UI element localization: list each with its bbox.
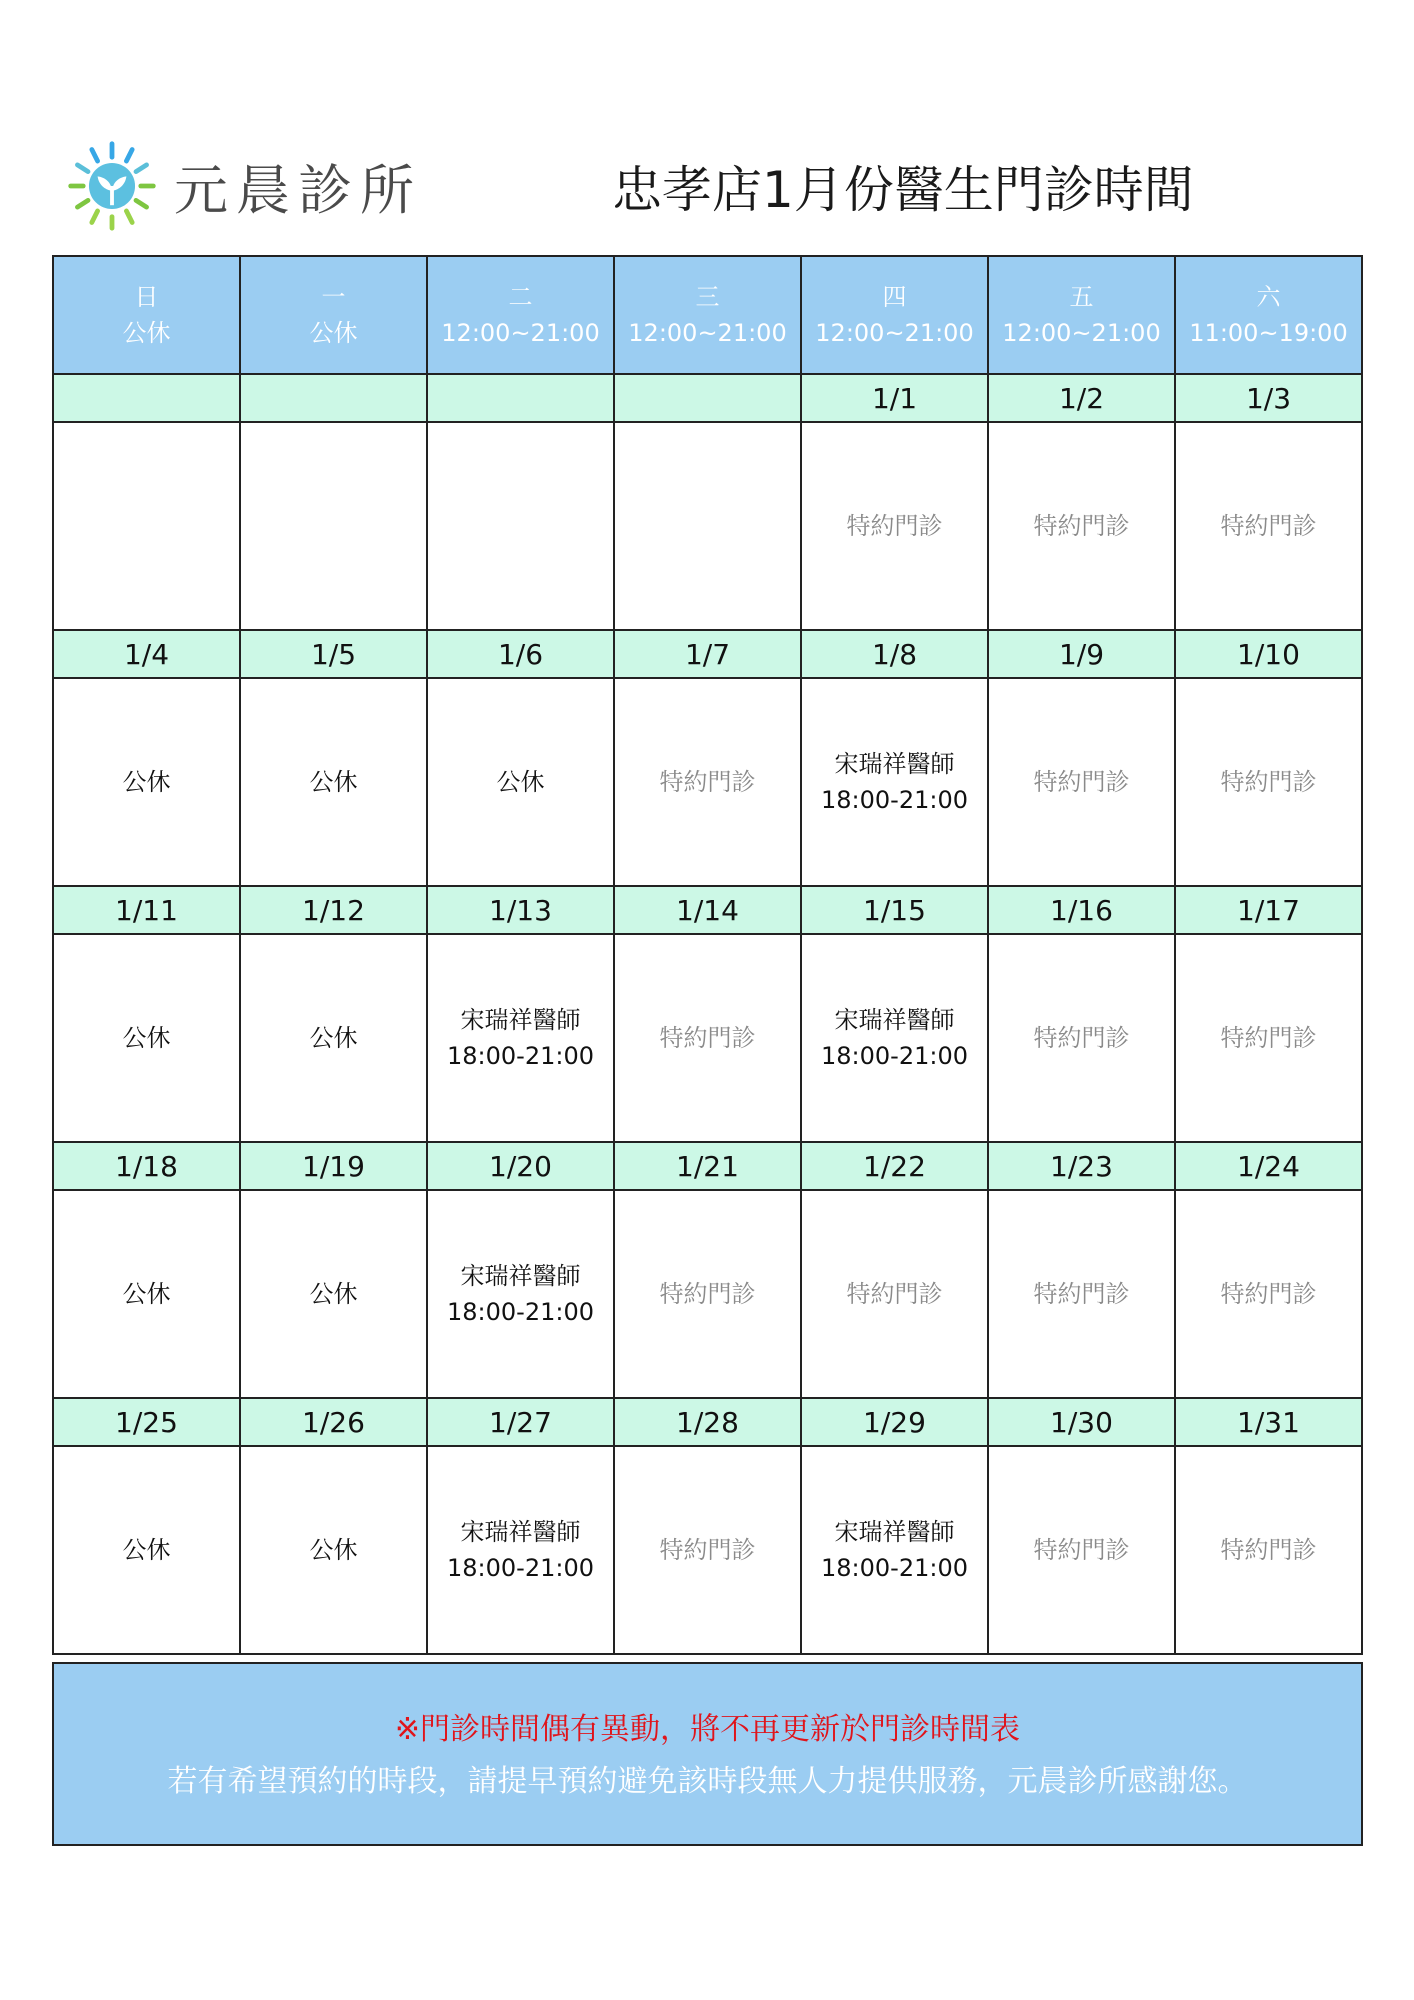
schedule-cell	[614, 678, 801, 886]
sun-sprout-icon	[64, 138, 160, 234]
footer-notice-box	[52, 1662, 1363, 1846]
date-cell: 1/18	[53, 1142, 240, 1190]
schedule-cell	[801, 678, 988, 886]
schedule-cell	[988, 934, 1175, 1142]
clinic-logo	[64, 134, 422, 238]
schedule-cell	[53, 1446, 240, 1654]
schedule-entry: 公休	[309, 768, 358, 796]
weekday-header-cell	[53, 256, 240, 374]
schedule-entry: 宋瑞祥醫師	[834, 750, 955, 778]
schedule-entry: 公休	[309, 1024, 358, 1052]
date-cell: 1/23	[988, 1142, 1175, 1190]
clinic-name: 元晨診所	[174, 158, 422, 222]
date-row	[53, 374, 1362, 422]
schedule-entry: 特約門診	[1033, 1280, 1130, 1308]
weekday-hours: 12:00~21:00	[441, 319, 600, 347]
schedule-entry: 特約門診	[659, 1024, 756, 1052]
schedule-cell	[1175, 1446, 1362, 1654]
date-cell: 1/1	[801, 374, 988, 422]
schedule-entry: 宋瑞祥醫師	[834, 1518, 955, 1546]
schedule-cell	[53, 934, 240, 1142]
schedule-cell	[53, 422, 240, 630]
schedule-body	[53, 374, 1362, 1654]
date-cell: 1/13	[427, 886, 614, 934]
schedule-cell	[988, 1190, 1175, 1398]
date-cell: 1/27	[427, 1398, 614, 1446]
schedule-cell	[427, 1190, 614, 1398]
date-cell: 1/28	[614, 1398, 801, 1446]
date-cell: 1/9	[988, 630, 1175, 678]
schedule-cell	[614, 422, 801, 630]
date-cell	[427, 374, 614, 422]
schedule-table	[52, 255, 1363, 1655]
schedule-time: 18:00-21:00	[447, 1554, 594, 1582]
schedule-time: 18:00-21:00	[821, 786, 968, 814]
date-cell: 1/8	[801, 630, 988, 678]
schedule-entry: 特約門診	[659, 1280, 756, 1308]
weekday-name: 五	[1069, 283, 1094, 311]
schedule-cell	[240, 934, 427, 1142]
date-row	[53, 1398, 1362, 1446]
schedule-cell	[53, 1190, 240, 1398]
date-cell: 1/31	[1175, 1398, 1362, 1446]
schedule-entry: 宋瑞祥醫師	[460, 1006, 581, 1034]
schedule-entry: 公休	[122, 768, 171, 796]
weekday-name: 六	[1256, 283, 1281, 311]
schedule-cell	[1175, 678, 1362, 886]
date-cell: 1/29	[801, 1398, 988, 1446]
schedule-entry: 特約門診	[659, 1536, 756, 1564]
schedule-time: 18:00-21:00	[447, 1042, 594, 1070]
schedule-cell	[427, 1446, 614, 1654]
date-cell: 1/30	[988, 1398, 1175, 1446]
schedule-row	[53, 934, 1362, 1142]
schedule-cell	[240, 678, 427, 886]
date-cell	[614, 374, 801, 422]
weekday-header-row	[53, 256, 1362, 374]
schedule-cell	[240, 1190, 427, 1398]
schedule-time: 18:00-21:00	[447, 1298, 594, 1326]
weekday-name: 四	[882, 283, 907, 311]
weekday-hours: 公休	[122, 319, 171, 347]
date-cell: 1/25	[53, 1398, 240, 1446]
date-cell: 1/26	[240, 1398, 427, 1446]
schedule-entry: 公休	[122, 1536, 171, 1564]
schedule-cell	[614, 1446, 801, 1654]
weekday-hours: 12:00~21:00	[1002, 319, 1161, 347]
schedule-row	[53, 1446, 1362, 1654]
schedule-entry: 宋瑞祥醫師	[834, 1006, 955, 1034]
schedule-cell	[801, 934, 988, 1142]
schedule-cell	[988, 422, 1175, 630]
weekday-name: 三	[695, 283, 720, 311]
weekday-hours: 公休	[309, 319, 358, 347]
page-title: 忠孝店1月份醫生門診時間	[612, 161, 1194, 219]
date-cell: 1/12	[240, 886, 427, 934]
date-row	[53, 1142, 1362, 1190]
weekday-hours: 12:00~21:00	[628, 319, 787, 347]
date-cell: 1/24	[1175, 1142, 1362, 1190]
schedule-cell	[1175, 934, 1362, 1142]
schedule-time: 18:00-21:00	[821, 1554, 968, 1582]
weekday-name: 二	[508, 283, 533, 311]
schedule-entry: 公休	[309, 1280, 358, 1308]
date-cell: 1/5	[240, 630, 427, 678]
date-cell: 1/16	[988, 886, 1175, 934]
schedule-cell	[614, 1190, 801, 1398]
schedule-entry: 公休	[122, 1280, 171, 1308]
date-cell: 1/4	[53, 630, 240, 678]
schedule-entry: 特約門診	[1220, 1024, 1317, 1052]
schedule-cell	[988, 678, 1175, 886]
change-notice: ※門診時間偶有異動，將不再更新於門診時間表	[394, 1712, 1021, 1747]
schedule-entry: 公休	[309, 1536, 358, 1564]
schedule-cell	[801, 422, 988, 630]
date-cell: 1/19	[240, 1142, 427, 1190]
weekday-header-cell	[240, 256, 427, 374]
date-cell: 1/14	[614, 886, 801, 934]
date-cell	[53, 374, 240, 422]
schedule-entry: 公休	[122, 1024, 171, 1052]
date-cell: 1/20	[427, 1142, 614, 1190]
schedule-entry: 特約門診	[846, 1280, 943, 1308]
schedule-cell	[427, 422, 614, 630]
date-cell: 1/15	[801, 886, 988, 934]
schedule-entry: 特約門診	[1220, 1536, 1317, 1564]
schedule-cell	[53, 678, 240, 886]
weekday-name: 一	[321, 283, 346, 311]
weekday-header-cell	[988, 256, 1175, 374]
schedule-row	[53, 422, 1362, 630]
schedule-time: 18:00-21:00	[821, 1042, 968, 1070]
schedule-entry: 特約門診	[659, 768, 756, 796]
schedule-entry: 宋瑞祥醫師	[460, 1518, 581, 1546]
date-cell: 1/7	[614, 630, 801, 678]
date-cell: 1/11	[53, 886, 240, 934]
schedule-entry: 特約門診	[846, 512, 943, 540]
schedule-cell	[614, 934, 801, 1142]
schedule-entry: 特約門診	[1033, 512, 1130, 540]
date-row	[53, 886, 1362, 934]
schedule-cell	[1175, 422, 1362, 630]
schedule-cell	[427, 934, 614, 1142]
schedule-cell	[240, 422, 427, 630]
schedule-cell	[240, 1446, 427, 1654]
weekday-header-cell	[614, 256, 801, 374]
date-cell: 1/22	[801, 1142, 988, 1190]
weekday-hours: 12:00~21:00	[815, 319, 974, 347]
weekday-hours: 11:00~19:00	[1189, 319, 1348, 347]
schedule-entry: 特約門診	[1220, 768, 1317, 796]
schedule-row	[53, 1190, 1362, 1398]
schedule-entry: 特約門診	[1033, 1536, 1130, 1564]
weekday-header-cell	[1175, 256, 1362, 374]
date-cell: 1/6	[427, 630, 614, 678]
date-cell	[240, 374, 427, 422]
schedule-cell	[1175, 1190, 1362, 1398]
schedule-entry: 特約門診	[1220, 1280, 1317, 1308]
date-cell: 1/10	[1175, 630, 1362, 678]
date-row	[53, 630, 1362, 678]
date-cell: 1/21	[614, 1142, 801, 1190]
weekday-name: 日	[134, 283, 159, 311]
schedule-entry: 宋瑞祥醫師	[460, 1262, 581, 1290]
booking-note: 若有希望預約的時段，請提早預約避免該時段無人力提供服務，元晨診所感謝您。	[167, 1764, 1248, 1799]
schedule-entry: 特約門診	[1220, 512, 1317, 540]
schedule-cell	[801, 1446, 988, 1654]
schedule-cell	[801, 1190, 988, 1398]
weekday-header-cell	[801, 256, 988, 374]
schedule-entry: 特約門診	[1033, 1024, 1130, 1052]
date-cell: 1/2	[988, 374, 1175, 422]
schedule-entry: 特約門診	[1033, 768, 1130, 796]
weekday-header-cell	[427, 256, 614, 374]
schedule-cell	[427, 678, 614, 886]
date-cell: 1/3	[1175, 374, 1362, 422]
date-cell: 1/17	[1175, 886, 1362, 934]
schedule-row	[53, 678, 1362, 886]
schedule-entry: 公休	[496, 768, 545, 796]
schedule-cell	[988, 1446, 1175, 1654]
